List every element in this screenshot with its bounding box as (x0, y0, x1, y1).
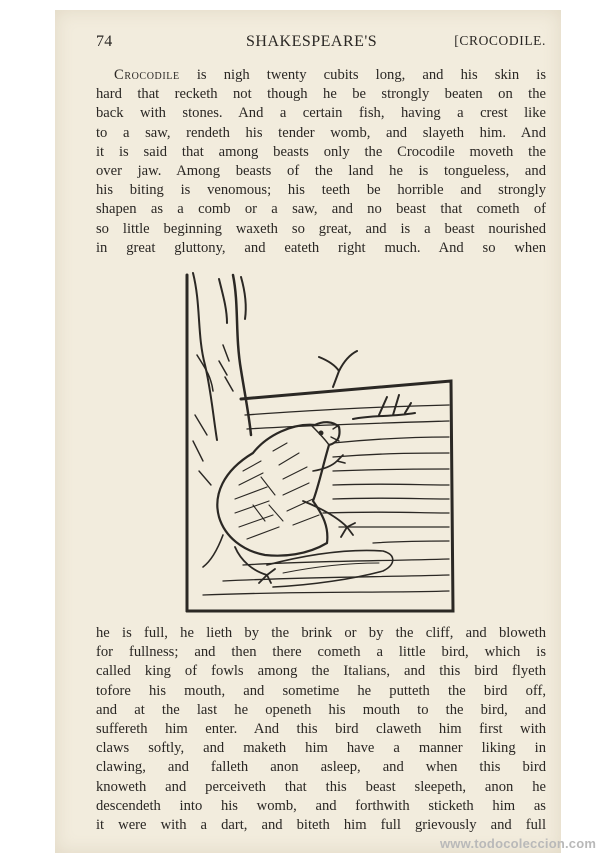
watermark: www.todocoleccion.com (440, 836, 597, 851)
paragraph-bottom (96, 624, 546, 835)
text-line: it is said that among beasts only the Crocodile moveth the (96, 143, 546, 160)
paragraph-top (96, 66, 546, 258)
text-line: shapen as a comb or a saw, and no beast that cometh of (96, 201, 546, 218)
page-number: 74 (96, 33, 113, 50)
section-label: [CROCODILE. (454, 33, 546, 48)
text-line: back with stones. And a certain fish, having a crest like (96, 105, 546, 122)
text-line: claws softly, and maketh him have a manner liking in (96, 740, 546, 757)
page-header (96, 33, 546, 55)
text-line: and at the last he openeth his mouth to the bird, and (96, 701, 546, 718)
text-line: called king of fowls among the Italians, and this bird flyeth (96, 663, 546, 680)
text-line: descendeth into his womb, and forthwith sticketh him as (96, 797, 546, 814)
text-line: suffereth him enter. And this bird claweth him first with (96, 720, 546, 737)
text-line: over jaw. Among beasts of the land he is tongueless, and (96, 162, 546, 179)
text-line: he is full, he lieth by the brink or by the cliff, and bloweth (96, 625, 546, 641)
text-line: for fullness; and then there cometh a little bird, which is (96, 644, 546, 661)
text-line: to a saw, rendeth his tender womb, and slayeth him. And (96, 124, 546, 141)
text-line: Crocodile is nigh twenty cubits long, and his skin is (114, 67, 547, 83)
text-line: knoweth and perceiveth that this beast sleepeth, anon he (96, 778, 546, 795)
text-line: so little beginning waxeth so great, and is a beast nourished (96, 220, 546, 237)
text-line: it were with a dart, and biteth him full grievously and full (96, 816, 546, 833)
running-title: SHAKESPEARE'S (246, 33, 378, 50)
text-line: clawing, and falleth anon asleep, and when this bird (96, 759, 546, 776)
lead-word: Crocodile (114, 67, 180, 83)
crocodile-woodcut-illustration (183, 265, 459, 613)
text-line: hard that recketh not though he be strongly beaten on the (96, 86, 546, 103)
book-page (55, 10, 561, 853)
text-line: in great gluttony, and eateth right much. And so when (96, 239, 546, 256)
text-line: tofore his mouth, and sometime he putteth the bird off, (96, 682, 546, 699)
text-line: his biting is venomous; his teeth be horrible and strongly (96, 182, 546, 199)
